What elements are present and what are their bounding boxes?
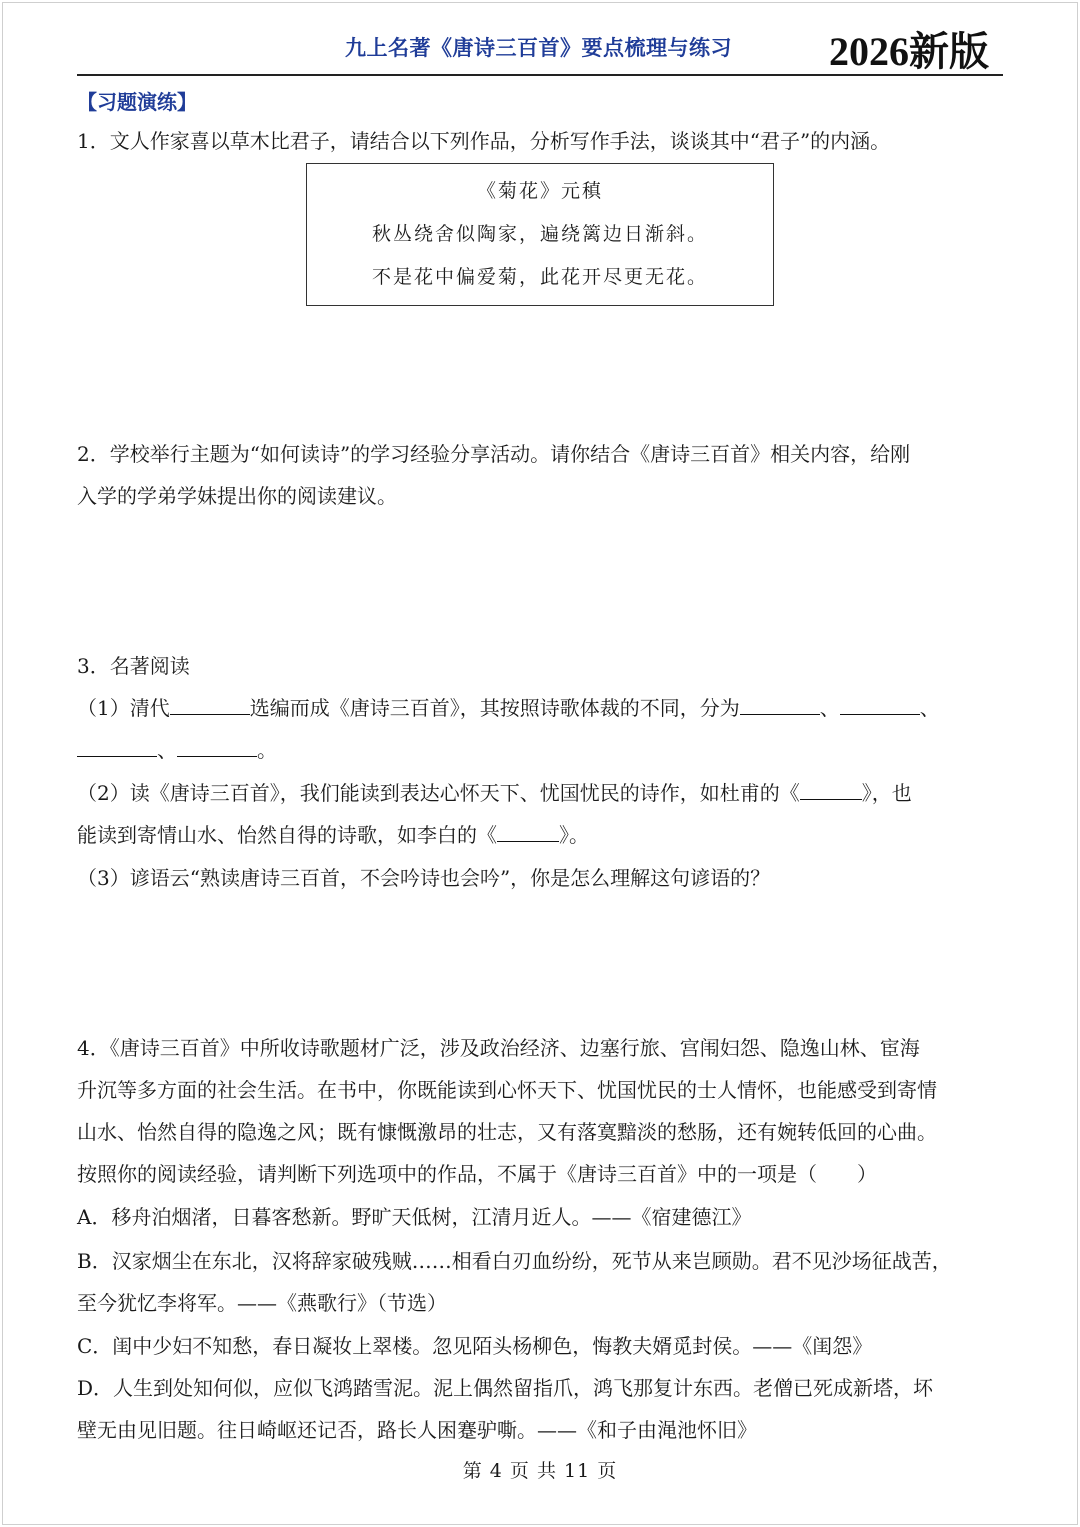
q3-part2-end: 》。 [559,823,589,847]
q3-sep-3: 、 [157,738,177,762]
question-1-prompt: 1．文人作家喜以草木比君子，请结合以下列作品，分析写作手法，谈谈其中“君子”的内涵。 [77,129,891,153]
q3-sep-2: 、 [919,696,940,720]
edition-label: 2026新版 [829,29,989,74]
question-2-line-1: 2．学校举行主题为“如何读诗”的学习经验分享活动。请你结合《唐诗三百首》相关内容，给刚 [77,442,911,466]
blank-genre-4[interactable] [177,734,257,757]
section-heading: 【习题演练】 [77,90,197,114]
blank-genre-1[interactable] [740,692,820,715]
option-d-line-1[interactable]: D．人生到处知何似，应似飞鸿踏雪泥。泥上偶然留指爪，鸿飞那复计东西。老僧已死成新塔，坏 [77,1376,934,1400]
q3-part2-tail: 》，也 [861,781,912,805]
blank-li-bai-poem[interactable] [497,819,559,842]
page-footer: 第 4 页 共 11 页 [462,1460,618,1482]
poem-line-2: 不是花中偏爱菊，此花开尽更无花。 [371,266,708,288]
question-3-title: 3．名著阅读 [77,654,190,678]
q3-part1-mid: 选编而成《唐诗三百首》，其按照诗歌体裁的不同，分为 [249,696,740,720]
option-b-line-1[interactable]: B．汉家烟尘在东北，汉将辞家破残贼……相看白刃血纷纷，死节从来岂顾勋。君不见沙场征战苦， [77,1249,952,1273]
question-4-line-1: 4．《唐诗三百首》中所收诗歌题材广泛，涉及政治经济、边塞行旅、宫闱妇怨、隐逸山林、宦海 [77,1036,920,1060]
poem-title: 《菊花》元稹 [476,180,603,202]
blank-du-fu-poem[interactable] [800,777,862,800]
option-d-line-2[interactable]: 壁无由见旧题。往日崎岖还记否，路长人困蹇驴嘶。——《和子由渑池怀旧》 [77,1418,757,1442]
option-b-line-2[interactable]: 至今犹忆李将军。——《燕歌行》（节选） [77,1291,447,1315]
q3-part2-cont: 能读到寄情山水、怡然自得的诗歌，如李白的《 [77,823,497,847]
q3-part1-lead: （1）清代 [77,696,170,720]
question-4-line-2: 升沉等多方面的社会生活。在书中，你既能读到心怀天下、忧国忧民的士人情怀，也能感受到寄情 [77,1078,937,1102]
q3-part2-lead: （2）读《唐诗三百首》，我们能读到表达心怀天下、忧国忧民的诗作，如杜甫的《 [77,781,800,805]
question-4-line-4: 按照你的阅读经验，请判断下列选项中的作品，不属于《唐诗三百首》中的一项是（ ） [77,1162,877,1186]
blank-editor[interactable] [170,692,250,715]
option-a[interactable]: A．移舟泊烟渚，日暮客愁新。野旷天低树，江清月近人。——《宿建德江》 [77,1205,752,1229]
poem-box [306,163,774,306]
question-3-part-1 [77,687,1007,729]
question-3-part-1-cont [77,729,1007,771]
question-3-part-2 [77,772,1007,814]
question-3-part-3: （3）谚语云“熟读唐诗三百首，不会吟诗也会吟”，你是怎么理解这句谚语的？ [77,866,771,890]
blank-genre-2[interactable] [840,692,920,715]
option-c[interactable]: C．闺中少妇不知愁，春日凝妆上翠楼。忽见陌头杨柳色，悔教夫婿觅封侯。——《闺怨》 [77,1334,873,1358]
q3-sep-1: 、 [819,696,840,720]
blank-genre-3[interactable] [77,734,157,757]
question-2-line-2: 入学的学弟学妹提出你的阅读建议。 [77,484,397,508]
header-title: 九上名著《唐诗三百首》要点梳理与练习 [345,35,732,60]
poem-line-1: 秋丛绕舍似陶家，遍绕篱边日渐斜。 [371,223,708,245]
question-3-part-2-cont [77,814,1007,856]
q3-end-1: 。 [257,738,277,762]
page-header [77,18,1003,76]
question-4-line-3: 山水、怡然自得的隐逸之风；既有慷慨激昂的壮志，又有落寞黯淡的愁肠，还有婉转低回的心曲。 [77,1120,937,1144]
